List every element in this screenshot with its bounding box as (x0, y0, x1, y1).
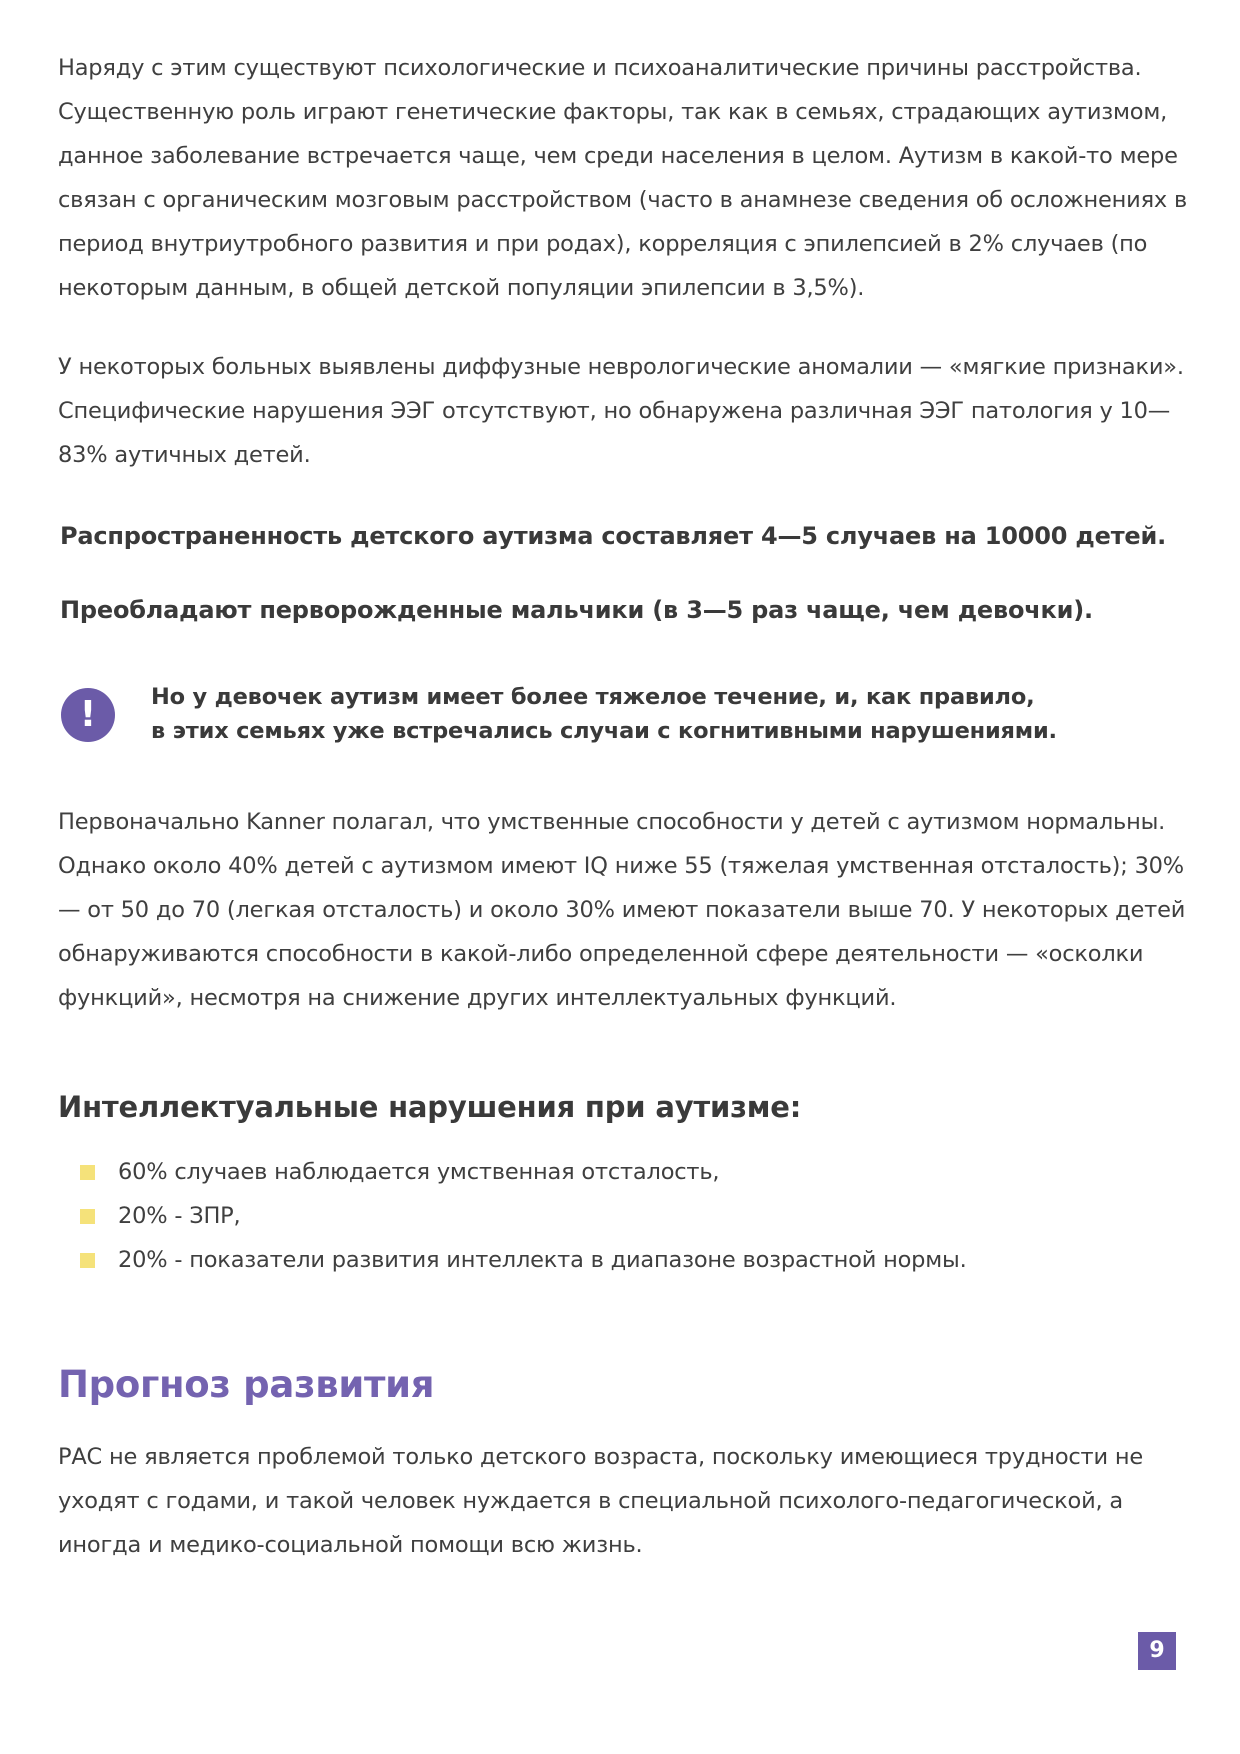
intellect-heading: Интеллектуальные нарушения при аутизме: (58, 1090, 802, 1124)
section-title: Прогноз развития (58, 1363, 435, 1406)
list-item-text: 20% - ЗПР, (118, 1203, 241, 1229)
square-bullet-icon (80, 1209, 95, 1224)
paragraph-eeg: У некоторых больных выявлены диффузные неврологические аномалии — «мягкие признаки». Специфические нарушения ЭЭГ отсутствуют, но обнаружена различная ЭЭГ патология у 10—83% аутичных детей. (58, 354, 1184, 468)
square-bullet-icon (80, 1253, 95, 1268)
page-number: 9 (1138, 1632, 1176, 1670)
square-bullet-icon (80, 1165, 95, 1180)
alert-line-2: в этих семьях уже встречались случаи с когнитивными нарушениями. (151, 718, 1057, 744)
intellect-list (80, 1150, 967, 1282)
list-item (80, 1238, 967, 1282)
alert-callout (58, 680, 1158, 770)
paragraph-prognosis: РАС не является проблемой только детского возраста, поскольку имеющиеся трудности не уходят с годами, и такой человек нуждается в специальной психолого-педагогической, а иногда и медико-социальной помощи всю жизнь. (58, 1444, 1143, 1558)
list-item (80, 1194, 967, 1238)
paragraph-causes: Наряду с этим существуют психологические и психоаналитические причины расстройства. Существенную роль играют генетические факторы, так как в семьях, страдающих аутизмом, данное заболевание встречается чаще, чем среди населения в целом. Аутизм в какой-то мере связан с органическим мозговым расстройством (часто в анамнезе сведения об осложнениях в период внутриутробного развития и при родах), корреляция с эпилепсией в 2% случаев (по некоторым данным, в общей детской популяции эпилепсии в 3,5%). (58, 55, 1188, 301)
paragraph-kanner: Первоначально Kanner полагал, что умственные способности у детей с аутизмом нормальны. Однако около 40% детей с аутизмом имеют IQ ниже 55 (тяжелая умственная отсталость); 30% — от 50 до 70 (легкая отсталость) и около 30% имеют показатели выше 70. У некоторых детей обнаруживаются способности в какой-либо определенной сфере деятельности — «осколки функций», несмотря на снижение других интеллектуальных функций. (58, 809, 1186, 1011)
exclamation-icon: ! (61, 688, 115, 742)
prevalence-statement: Распространенность детского аутизма составляет 4—5 случаев на 10000 детей. (60, 522, 1167, 550)
alert-text (151, 680, 1057, 748)
list-item-text: 20% - показатели развития интеллекта в диапазоне возрастной нормы. (118, 1247, 967, 1273)
alert-line-1: Но у девочек аутизм имеет более тяжелое течение, и, как правило, (151, 684, 1035, 710)
firstborn-statement: Преобладают перворожденные мальчики (в 3—5 раз чаще, чем девочки). (60, 596, 1093, 624)
list-item (80, 1150, 967, 1194)
list-item-text: 60% случаев наблюдается умственная отсталость, (118, 1159, 720, 1185)
